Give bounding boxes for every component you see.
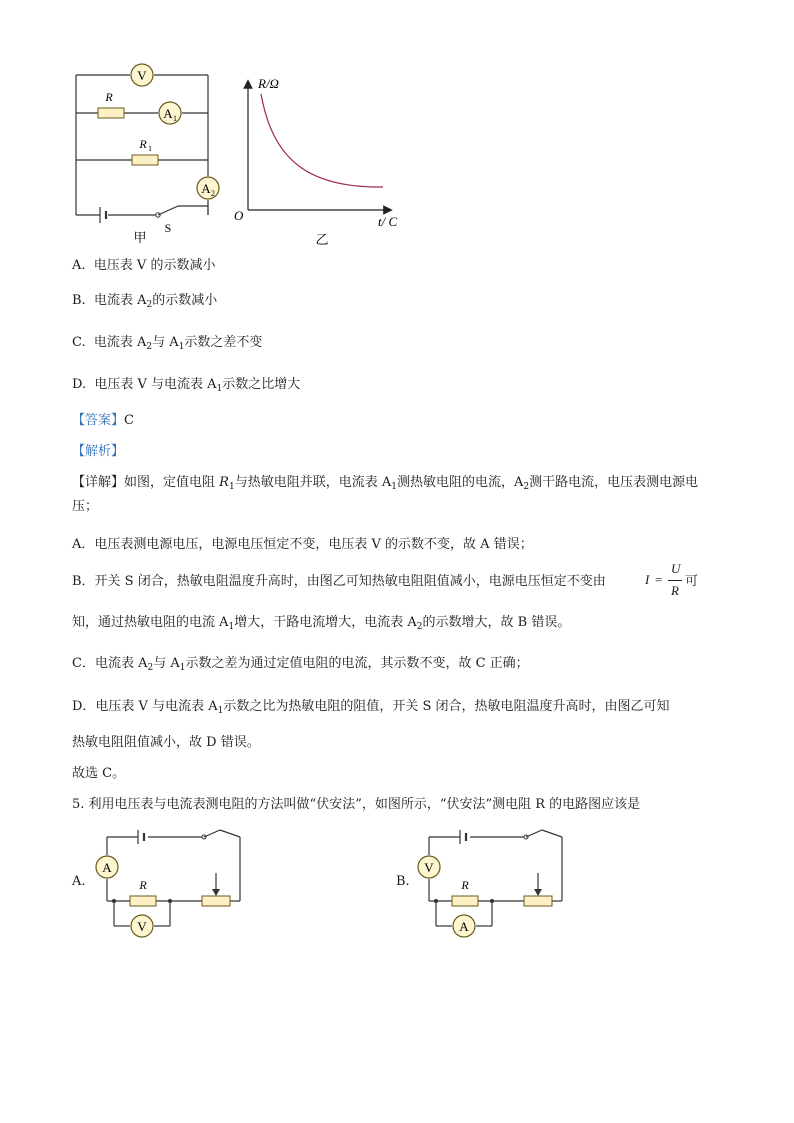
detail-pc3: 示数之差为通过定值电阻的电流，其示数不变，故 C 正确；: [185, 656, 529, 671]
slider-arrow-a: [212, 889, 220, 896]
resistor-a: [130, 896, 156, 906]
detail-pc1: C．电流表 A: [72, 656, 148, 671]
answer-tag: 【答案】: [72, 413, 125, 428]
detail-pa: A．电压表测电源电压，电源电压恒定不变，电压表 V 的示数不变，故 A 错误；: [72, 537, 533, 552]
detail-paragraph-1: [72, 473, 722, 517]
x-axis-label: t/ C: [378, 214, 398, 229]
switch-lever-b: [526, 830, 542, 837]
option-d: [72, 375, 300, 399]
option-b-text: 电流表 A: [93, 293, 147, 308]
formula-num: U: [671, 561, 681, 576]
switch-lever: [158, 206, 178, 215]
figure-a-letter: A.: [72, 874, 86, 889]
detail-pb1-end: 可: [685, 574, 699, 589]
resistance-temperature-curve: [261, 94, 383, 187]
option-d-text1: 电压表 V 与电流表 A: [94, 377, 217, 392]
origin-label: O: [234, 208, 244, 223]
option-a-text: 电压表 V 的示数减小: [93, 258, 216, 273]
ammeter-a1-label: A: [163, 106, 173, 121]
resistor-R: [98, 108, 124, 118]
detail-conclusion: [72, 764, 125, 784]
option-b-prefix: B.: [72, 293, 86, 308]
circuit-option-a: [92, 825, 252, 940]
option-d-text2: 示数之比增大: [222, 377, 301, 392]
switch-label: S: [164, 221, 172, 235]
analysis-line: [72, 442, 124, 462]
detail-conclusion-text: 故选 C。: [72, 766, 126, 781]
option-b-sub: 2: [146, 300, 153, 310]
detail-p1d: 测干路电流，电压表测电源电压；: [72, 475, 699, 514]
formula-lhs: I: [645, 572, 650, 587]
slider-arrow-b: [534, 889, 542, 896]
detail-pc-sub2: 1: [179, 663, 186, 673]
detail-pb1: B．开关 S 闭合，热敏电阻温度升高时，由图乙可知热敏电阻阻值减小，电源电压恒定不变由: [72, 574, 606, 589]
option-b-text2: 的示数减小: [152, 293, 218, 308]
graph-yi: [228, 70, 408, 248]
detail-paragraph-b1: [72, 572, 606, 592]
ammeter-a1-sub: 1: [173, 114, 177, 123]
detail-paragraph-a: [72, 535, 533, 555]
circuit-diagram-jia: [60, 58, 240, 248]
caption-jia: 甲: [133, 230, 147, 245]
detail-paragraph-c: [72, 654, 529, 678]
detail-paragraph-b2: [72, 613, 570, 637]
detail-p1b: 与热敏电阻并联，电流表 A: [234, 475, 392, 490]
circuit-option-b: [414, 825, 574, 940]
resistor-label-a: R: [139, 878, 147, 892]
detail-pc2: 与 A: [153, 656, 180, 671]
detail-pb2-sub2: 2: [416, 622, 423, 632]
detail-pd1: D．电压表 V 与电流表 A: [72, 699, 218, 714]
option-c-text1: 电流表 A: [93, 335, 147, 350]
option-c: [72, 333, 262, 357]
caption-yi: 乙: [315, 232, 329, 247]
question-5-text: 利用电压表与电流表测电阻的方法叫做“伏安法”，如图所示，“伏安法”测电阻 R 的电路图应该是: [88, 797, 641, 812]
option-c-sub1: 2: [146, 342, 153, 352]
option-c-prefix: C.: [72, 335, 86, 350]
detail-paragraph-d1: [72, 697, 670, 721]
resistor-b: [452, 896, 478, 906]
answer-line: [72, 411, 134, 431]
option-a-prefix: A.: [72, 258, 86, 273]
option-b: [72, 291, 217, 315]
resistor-R-label: R: [105, 90, 113, 104]
detail-p1-sub2: 2: [523, 482, 530, 492]
voltmeter-label: V: [137, 68, 147, 83]
figure-b-letter: B.: [396, 874, 410, 889]
analysis-tag: 【解析】: [72, 444, 125, 459]
option-d-prefix: D.: [72, 377, 87, 392]
detail-p1a: 如图，定值电阻: [124, 475, 220, 490]
detail-pc-sub1: 2: [147, 663, 154, 673]
y-axis-label: R/Ω: [258, 76, 279, 91]
ammeter-label-b: A: [459, 919, 469, 934]
formula-bar: [668, 580, 682, 581]
detail-p1c: 测热敏电阻的电流，A: [396, 475, 524, 490]
detail-p1-R-sub: 1: [228, 482, 235, 492]
option-d-sub: 1: [216, 384, 223, 394]
resistor-label-b: R: [461, 878, 469, 892]
resistor-R1-label: R: [139, 137, 147, 151]
detail-pd2: 示数之比为热敏电阻的阻值，开关 S 闭合，热敏电阻温度升高时，由图乙可知: [223, 699, 670, 714]
detail-pd3: 热敏电阻阻值减小，故 D 错误。: [72, 735, 260, 750]
rheostat-a: [202, 896, 230, 906]
rheostat-b: [524, 896, 552, 906]
resistor-R1-sub: 1: [148, 144, 152, 153]
switch-lever-a: [204, 830, 220, 837]
detail-tag: 【详解】: [72, 475, 125, 490]
resistor-R1: [132, 155, 158, 165]
formula-eq: =: [655, 572, 663, 587]
answer-value: C: [124, 413, 134, 428]
question-5-number: 5.: [72, 797, 85, 812]
formula-den: R: [671, 583, 679, 598]
detail-p1-sub1: 1: [391, 482, 397, 492]
option-c-text3: 示数之差不变: [184, 335, 263, 350]
ammeter-label-a: A: [102, 860, 112, 875]
question-5: [72, 795, 640, 815]
detail-p1-R: R: [219, 475, 229, 490]
detail-paragraph-d2: [72, 733, 260, 753]
detail-pb2c: 的示数增大，故 B 错误。: [422, 615, 571, 630]
ammeter-a2-sub: 2: [211, 189, 215, 198]
option-c-text2: 与 A: [152, 335, 179, 350]
detail-pb2-sub1: 1: [228, 622, 235, 632]
detail-pb2b: 增大，干路电流增大，电流表 A: [234, 615, 417, 630]
detail-pd-sub: 1: [217, 706, 224, 716]
voltmeter-label-b: V: [424, 860, 434, 875]
detail-pb2a: 知，通过热敏电阻的电流 A: [72, 615, 229, 630]
ammeter-a2-label: A: [201, 181, 211, 196]
option-c-sub2: 1: [178, 342, 185, 352]
voltmeter-label-a: V: [137, 919, 147, 934]
option-a: [72, 256, 215, 276]
